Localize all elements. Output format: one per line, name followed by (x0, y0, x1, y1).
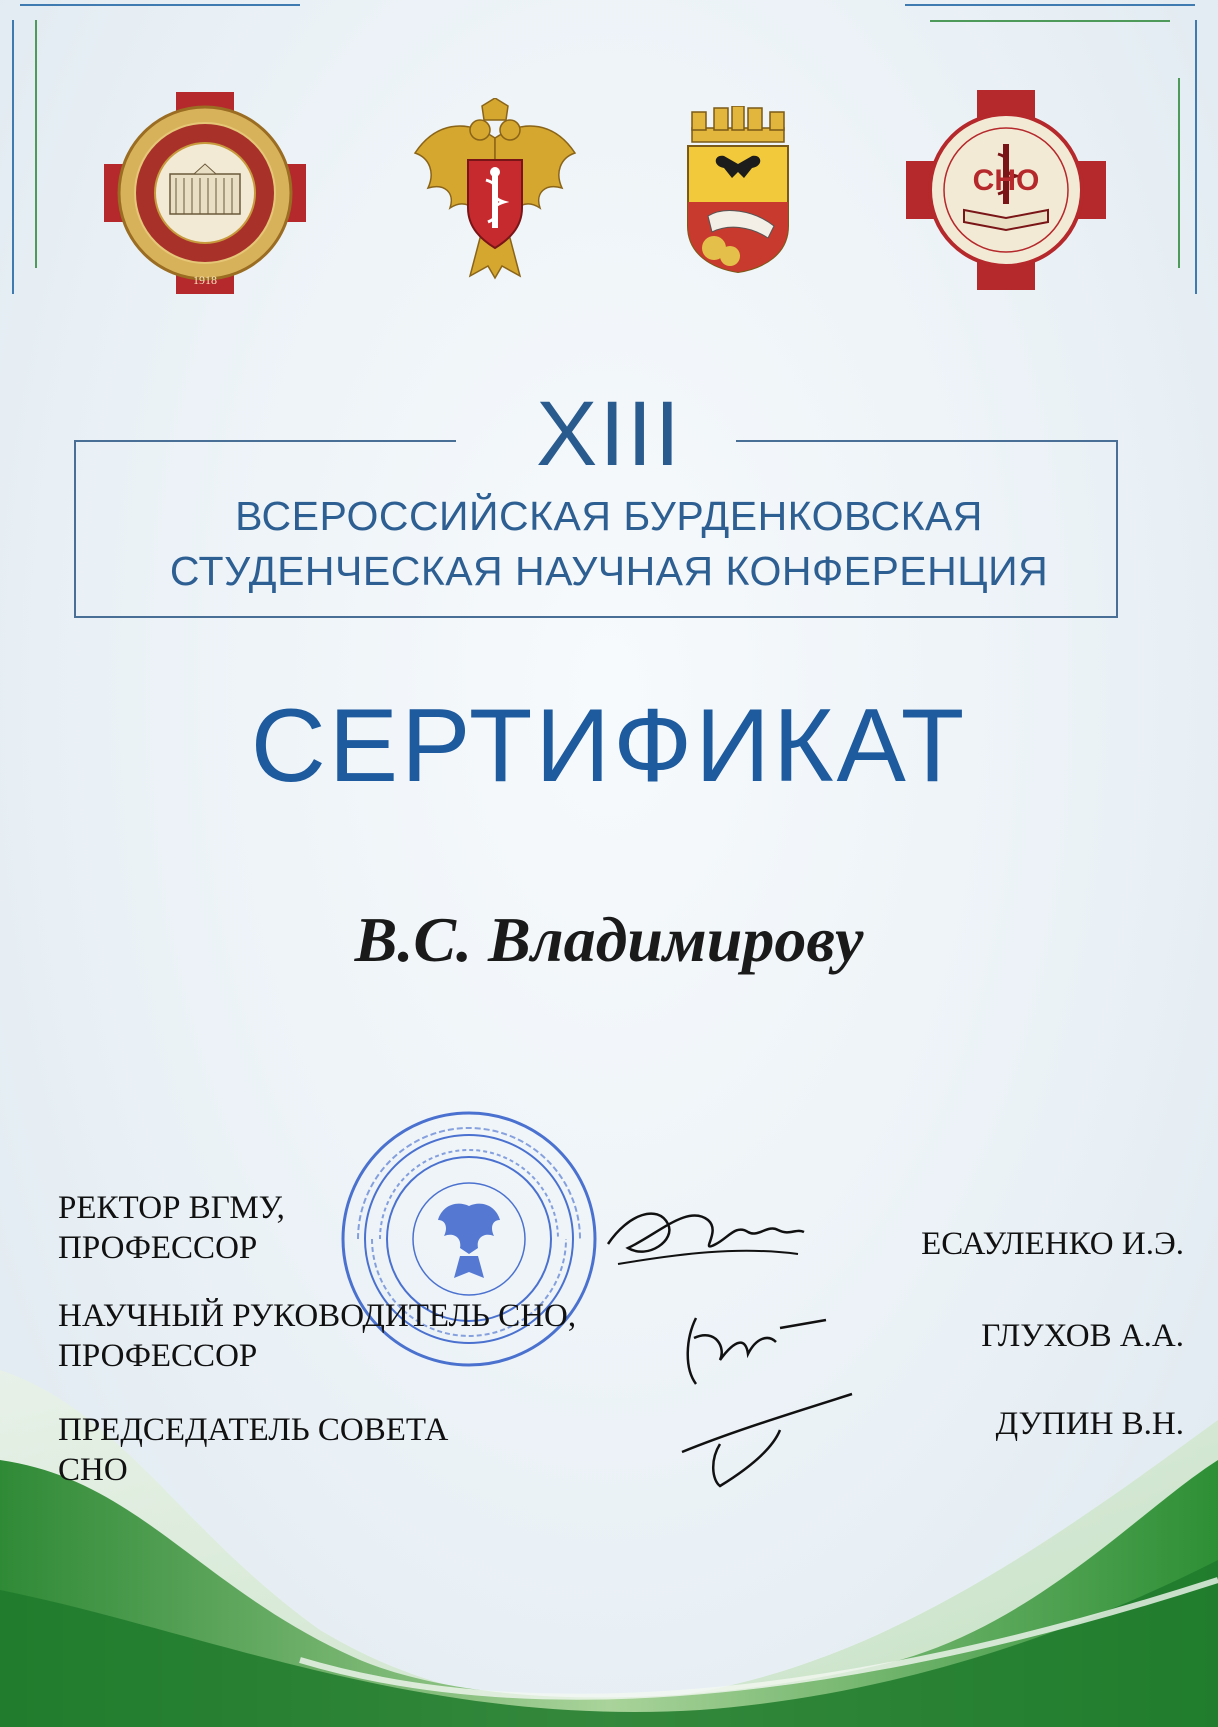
signatory-name-rector: ЕСАУЛЕНКО И.Э. (921, 1226, 1184, 1262)
svg-text:СНО: СНО (972, 164, 1040, 197)
decorative-wave (0, 1330, 1218, 1727)
ministry-eagle-emblem-icon (410, 98, 580, 282)
conference-number: XIII (535, 383, 683, 485)
signature-supervisor (676, 1298, 836, 1395)
signatory-name-chairman: ДУПИН В.Н. (995, 1406, 1184, 1442)
city-coat-of-arms-icon (684, 106, 792, 274)
signatory-name-supervisor: ГЛУХОВ А.А. (981, 1318, 1184, 1354)
logos-row (0, 88, 1218, 298)
signature-chairman (676, 1390, 856, 1495)
signatory-role-supervisor (58, 1296, 576, 1376)
frame-line-top-left (20, 4, 300, 6)
recipient-name: В.С. Владимирову (354, 904, 864, 975)
signature-rector (598, 1184, 808, 1285)
conference-title-line-2: СТУДЕНЧЕСКАЯ НАУЧНАЯ КОНФЕРЕНЦИЯ (169, 548, 1049, 594)
signatory-role-line: ПРЕДСЕДАТЕЛЬ СОВЕТА (58, 1412, 449, 1448)
university-emblem-icon (104, 92, 306, 294)
signatory-role-line: НАУЧНЫЙ РУКОВОДИТЕЛЬ СНО, (58, 1298, 577, 1334)
signatory-role-line: СНО (58, 1452, 128, 1488)
svg-text:1918: 1918 (193, 273, 217, 287)
conference-title-line-1: ВСЕРОССИЙСКАЯ БУРДЕНКОВСКАЯ (235, 493, 983, 539)
frame-line-top-right-2 (930, 20, 1170, 22)
signatory-role-line: ПРОФЕССОР (58, 1230, 258, 1266)
certificate-title: СЕРТИФИКАТ (250, 688, 968, 804)
signatory-role-rector (58, 1188, 285, 1268)
student-society-emblem-icon (906, 90, 1106, 290)
signatory-role-line: ПРОФЕССОР (58, 1338, 258, 1374)
signatory-role-chairman (58, 1410, 448, 1490)
frame-line-top-right (905, 4, 1195, 6)
signatory-role-line: РЕКТОР ВГМУ, (58, 1190, 285, 1226)
